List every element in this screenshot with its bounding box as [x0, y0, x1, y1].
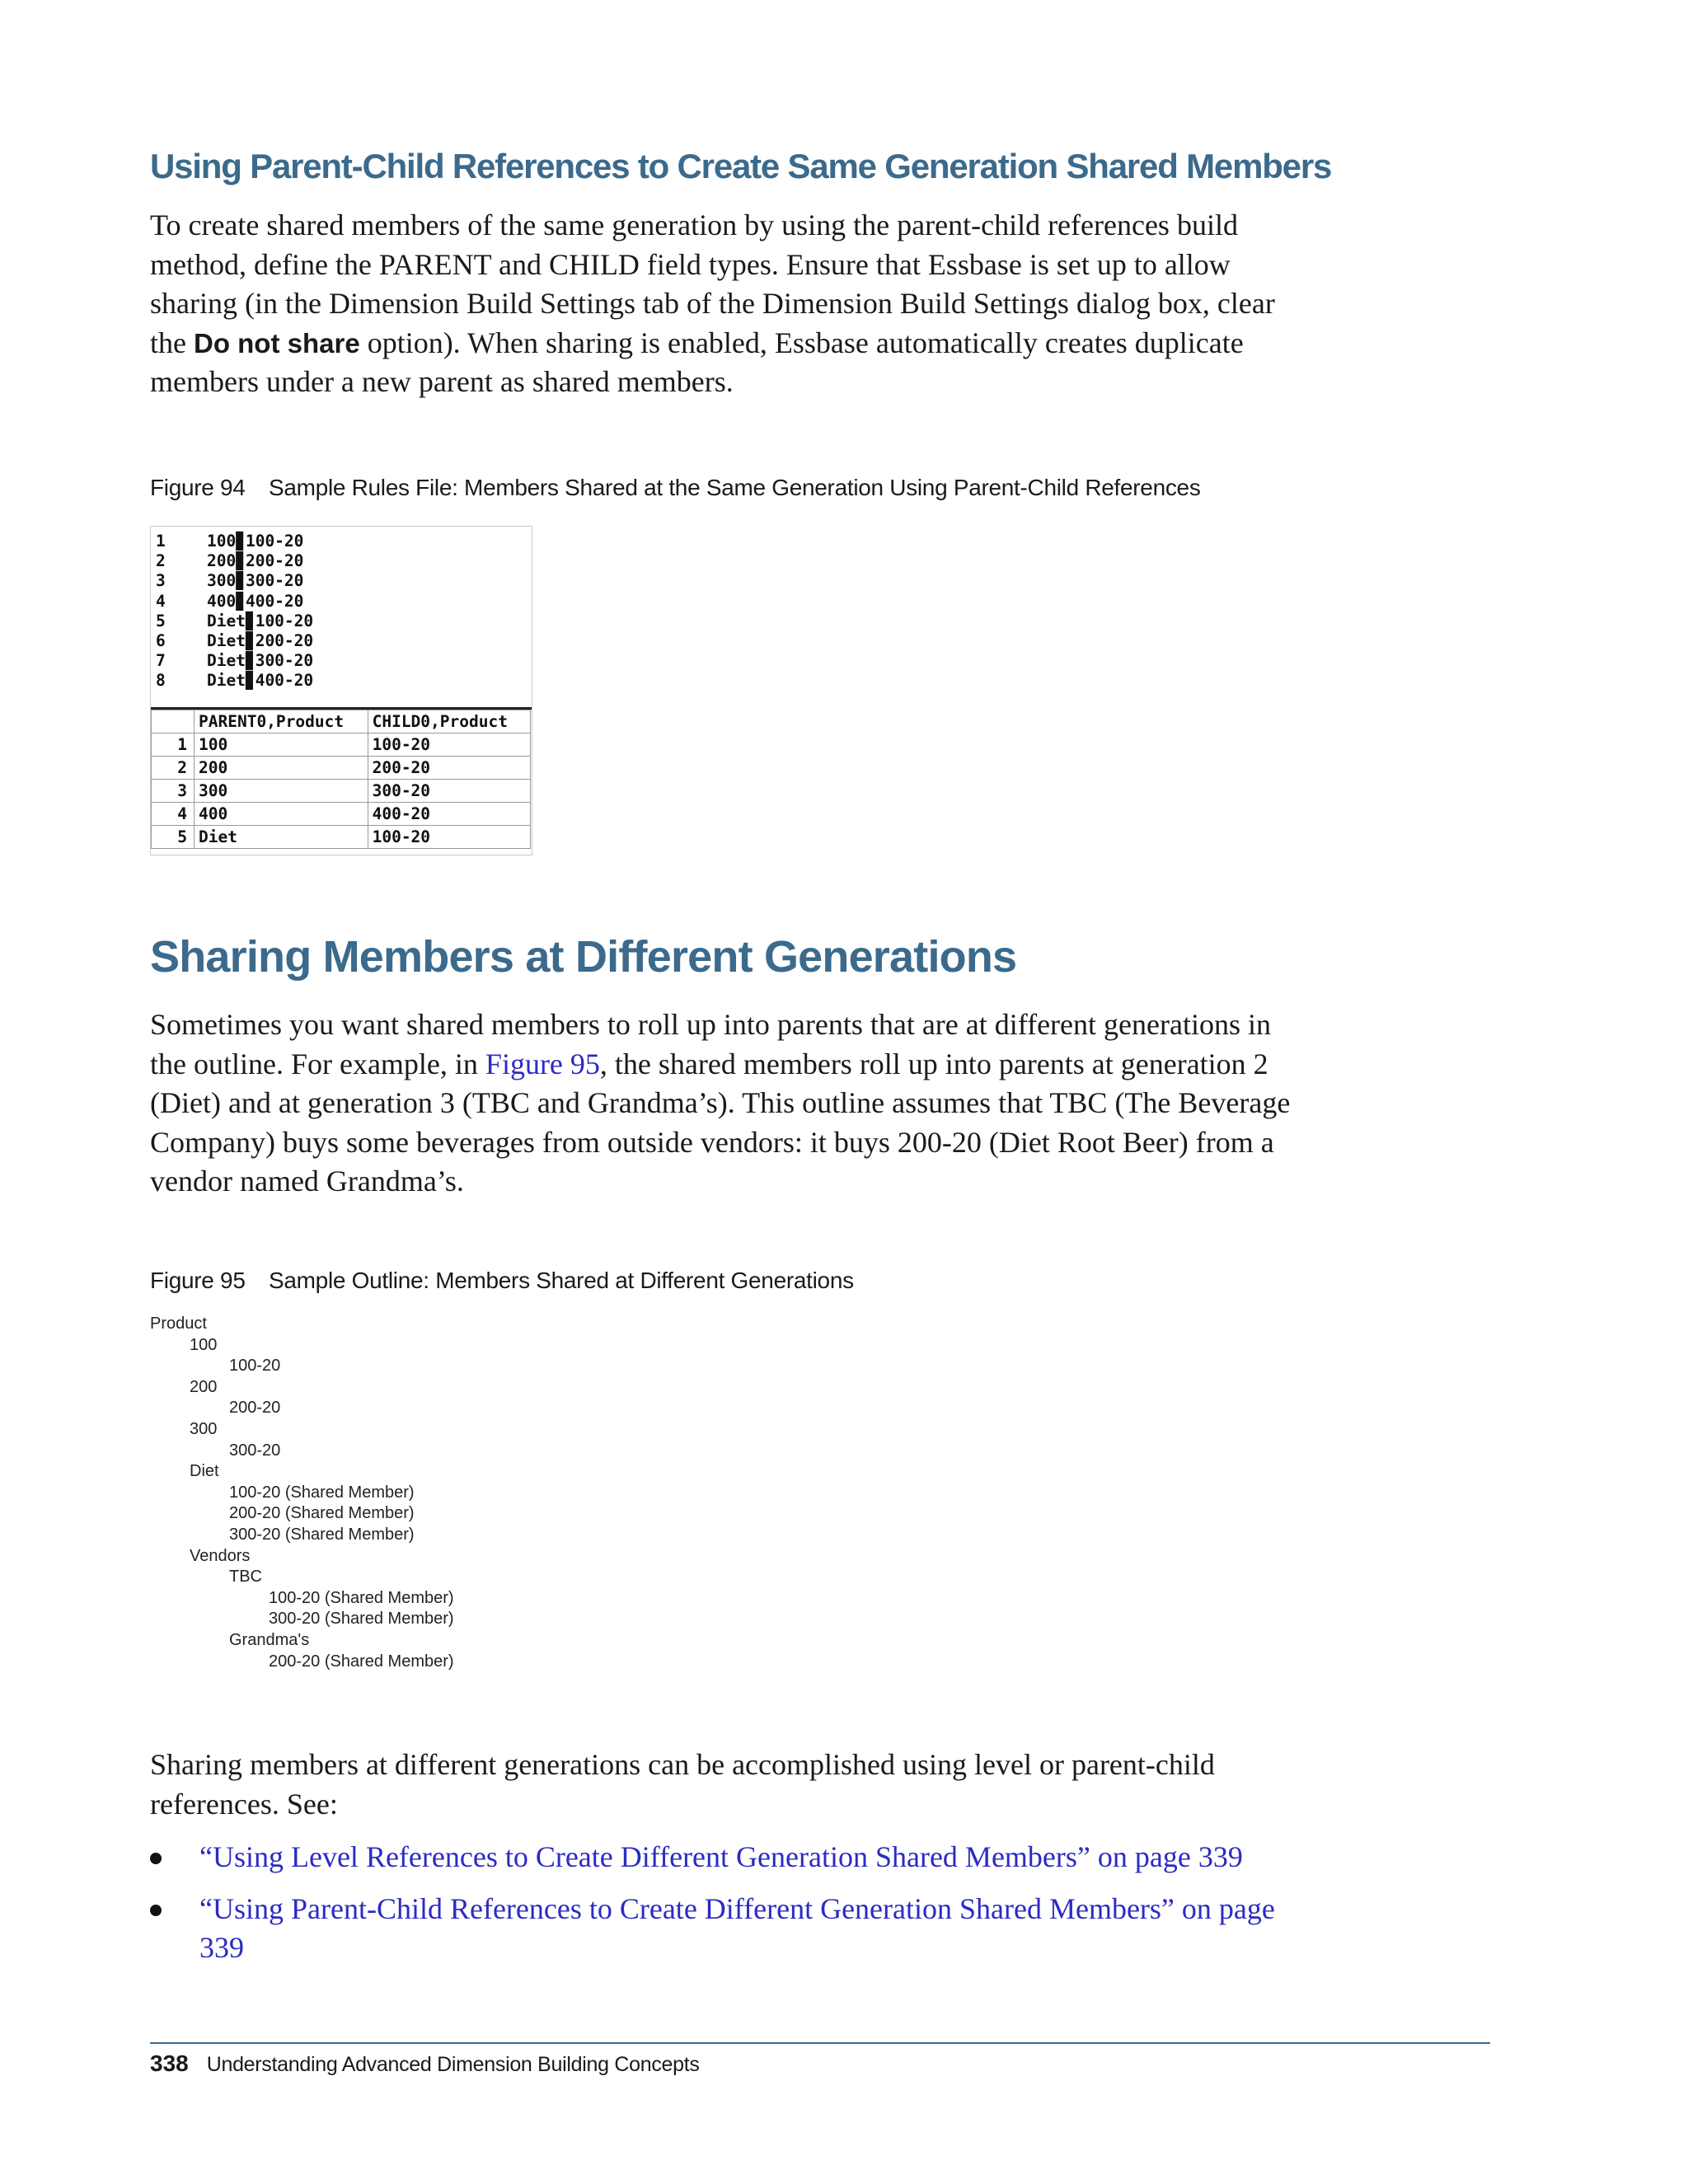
- section2-paragraph-block: [150, 1005, 1296, 1202]
- record-number: 3: [156, 571, 166, 591]
- footer-divider: [150, 2042, 1490, 2044]
- outline-member: Vendors: [190, 1546, 251, 1565]
- row-number: 2: [152, 757, 195, 780]
- row-number: 4: [152, 803, 195, 826]
- record-text: 300▊300-20: [207, 571, 304, 591]
- row-number: 1: [152, 733, 195, 757]
- outline-member: 300-20 (Shared Member): [229, 1526, 415, 1544]
- data-record: [156, 671, 313, 691]
- outline-member: 100-20 (Shared Member): [269, 1588, 454, 1607]
- table-cell: 400-20: [368, 803, 530, 826]
- paragraph-text: option). When sharing is enabled, Essbase automatically creates duplicate members under a new parent as shared members.: [150, 326, 1244, 398]
- outline-member: 100-20: [229, 1357, 281, 1376]
- section3-paragraph: Sharing members at different generations can be accomplished using level or parent-child references. See:: [150, 1748, 1215, 1821]
- table-cell: 100: [195, 733, 368, 757]
- record-text: Diet▊200-20: [207, 630, 314, 650]
- data-record: [156, 612, 313, 631]
- record-number: 4: [156, 591, 166, 611]
- record-text: 200▊200-20: [207, 551, 304, 571]
- figure-95-caption: [150, 1268, 854, 1294]
- corner-cell: [152, 710, 195, 733]
- figure-caption-text: Sample Rules File: Members Shared at the Same Generation Using Parent-Child References: [269, 475, 1201, 500]
- data-record: [156, 571, 313, 591]
- data-record: [156, 651, 313, 671]
- table-row: [152, 803, 531, 826]
- table-cell: 200-20: [368, 757, 530, 780]
- record-number: 8: [156, 671, 166, 691]
- figure-95-link[interactable]: Figure 95: [485, 1047, 600, 1080]
- paragraph-text: To create shared members of the same generation by using the parent-child references build method, define the PARENT and CHILD field types. Ensure that Essbase is set up to allow sharing (in the Dimension Build Settings tab of the Dimension Build Settings dialog box, clear the: [150, 209, 1275, 359]
- figure-caption-text: Sample Outline: Members Shared at Different Generations: [269, 1268, 854, 1293]
- outline-member: TBC: [229, 1568, 262, 1586]
- rules-file-screenshot: [150, 526, 532, 855]
- figure-94-caption: [150, 475, 1201, 501]
- data-record: [156, 551, 313, 571]
- table-cell: 300-20: [368, 780, 530, 803]
- record-text: Diet▊300-20: [207, 651, 314, 671]
- outline-member: 300: [190, 1420, 218, 1438]
- reference-list: [150, 1838, 1296, 1980]
- outline-member: 200-20 (Shared Member): [229, 1504, 415, 1523]
- outline-member: 100-20 (Shared Member): [229, 1483, 415, 1502]
- intro-paragraph: [150, 206, 1296, 402]
- row-number: 3: [152, 780, 195, 803]
- page-footer: [150, 2050, 700, 2077]
- outline-member: 300-20: [229, 1441, 281, 1460]
- data-records-list: [156, 532, 313, 691]
- table-cell: 100-20: [368, 826, 530, 849]
- figure-number: Figure 94: [150, 475, 246, 500]
- section3-paragraph-block: [150, 1746, 1296, 1824]
- outline-member: 100: [190, 1335, 218, 1354]
- paragraph-text: , the shared members roll up into parents at generation 2 (Diet) and at generation 3 (TBC and Grandma’s). This outline assumes that TBC (The Beverage Company) buys some beverages from outside vendors: it buys 200-20 (Diet Root Beer) from a vendor named Grandma’s.: [150, 1047, 1291, 1197]
- figure-number: Figure 95: [150, 1268, 246, 1293]
- list-item: [150, 1890, 1296, 1967]
- outline-member: 200-20: [229, 1399, 281, 1418]
- outline-member: Diet: [190, 1462, 219, 1481]
- section2-paragraph: [150, 1005, 1296, 1202]
- table-cell: 400: [195, 803, 368, 826]
- chapter-title: Understanding Advanced Dimension Building Concepts: [206, 2053, 700, 2076]
- table-cell: 200: [195, 757, 368, 780]
- table-row: [152, 826, 531, 849]
- page-heading: Sharing Members at Different Generations: [150, 932, 1017, 982]
- outline-member: Product: [150, 1315, 207, 1333]
- table-cell: Diet: [195, 826, 368, 849]
- record-number: 6: [156, 630, 166, 650]
- table-row: [152, 780, 531, 803]
- row-number: 5: [152, 826, 195, 849]
- table-row: [152, 757, 531, 780]
- data-record: [156, 592, 313, 612]
- record-number: 7: [156, 651, 166, 671]
- outline-member: 300-20 (Shared Member): [269, 1610, 454, 1629]
- intro-paragraph-block: [150, 206, 1296, 402]
- page-number: 338: [150, 2050, 189, 2076]
- paragraph-text: Sometimes you want shared members to roll up into parents that are at different generations in the outline. For example, in: [150, 1008, 1271, 1080]
- record-text: 100▊100-20: [207, 532, 304, 551]
- record-number: 5: [156, 611, 166, 630]
- record-text: 400▊400-20: [207, 591, 304, 611]
- cross-reference-link[interactable]: “Using Level References to Create Different Generation Shared Members” on page 339: [199, 1840, 1243, 1873]
- record-text: Diet▊400-20: [207, 671, 314, 691]
- outline-member: 200: [190, 1377, 218, 1396]
- table-cell: 300: [195, 780, 368, 803]
- field-grid: [151, 710, 531, 849]
- section-heading: Using Parent-Child References to Create Same Generation Shared Members: [150, 147, 1332, 185]
- record-number: 1: [156, 532, 166, 551]
- table-cell: 100-20: [368, 733, 530, 757]
- record-number: 2: [156, 551, 166, 571]
- outline-member: Grandma's: [229, 1631, 310, 1649]
- data-record: [156, 631, 313, 651]
- data-record: [156, 532, 313, 551]
- column-header: CHILD0,Product: [368, 710, 530, 733]
- record-text: Diet▊100-20: [207, 611, 314, 630]
- column-header: PARENT0,Product: [195, 710, 368, 733]
- do-not-share-option: Do not share: [193, 327, 360, 359]
- cross-reference-link[interactable]: “Using Parent-Child References to Create Different Generation Shared Members” on page 339: [199, 1892, 1275, 1964]
- table-row: [152, 733, 531, 757]
- field-header-row: [152, 710, 531, 733]
- bullet-icon: [150, 1853, 162, 1864]
- bullet-icon: [150, 1905, 162, 1916]
- list-item: [150, 1838, 1296, 1877]
- outline-member: 200-20 (Shared Member): [269, 1652, 454, 1671]
